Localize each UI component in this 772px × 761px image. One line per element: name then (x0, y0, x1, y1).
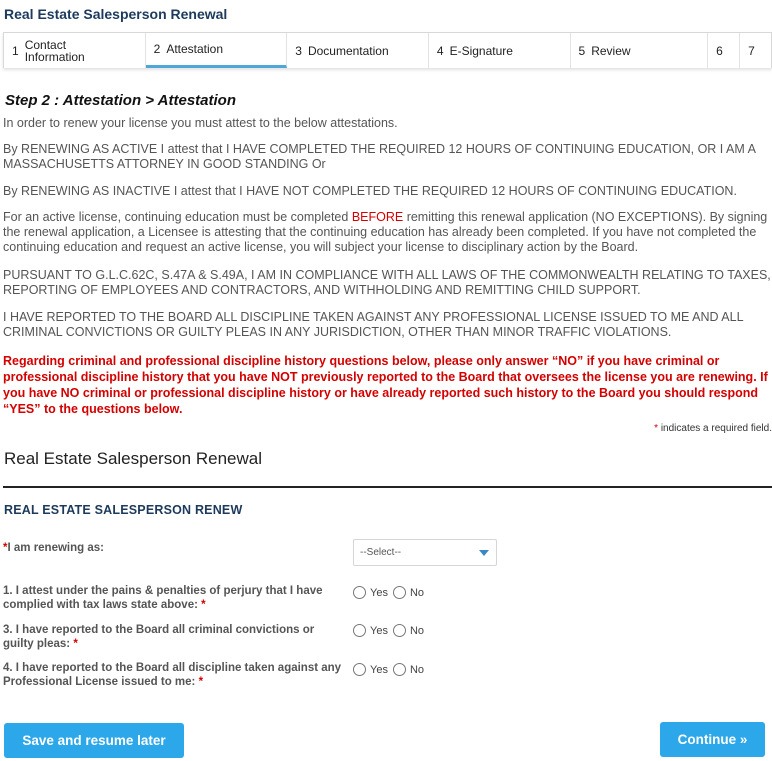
tax-compliance-text: PURSUANT TO G.L.C.62C, S.47A & S.49A, I AM IN COMPLIANCE WITH ALL LAWS OF THE COMMONWEALTH RELATING TO TAXES, REPORTING OF EMPLOYEES AND CONTRACTORS, AND WITHHOLDING AND REMITTING CHILD SUPPORT. (3, 268, 771, 297)
question-tax-radios (353, 586, 429, 599)
question-criminal-label (3, 623, 343, 651)
step-number: 2 (153, 42, 161, 56)
renewing-as-text: I am renewing as: (7, 542, 104, 554)
discipline-text: I HAVE REPORTED TO THE BOARD ALL DISCIPLINE TAKEN AGAINST ANY PROFESSIONAL LICENSE ISSUED TO ME AND ALL CRIMINAL CONVICTIONS OR GUILTY PLEAS IN ANY JURISDICTION, OTHER THAN MINOR TRAFFIC VIOLATIONS. (3, 310, 744, 339)
yes-radio[interactable] (353, 624, 366, 637)
step-label: Documentation (307, 43, 389, 58)
step-tabs (3, 32, 772, 68)
question-text: 4. I have reported to the Board all discipline taken against any Professional License issued to me: (3, 662, 342, 688)
step-number: 1 (12, 43, 19, 58)
question-text: 3. I have reported to the Board all criminal convictions or guilty pleas: (3, 624, 315, 650)
ce-text-before: For an active license, continuing education must be completed (3, 210, 352, 224)
ce-text-after: remitting this renewal application (NO EXCEPTIONS). By signing the renewal application, a Licensee is attesting that the continuing education has already been completed. If you have not completed the continuing education and request an active license, you will subject your license to disciplinary action by the Board. (3, 210, 768, 254)
history-warning: Regarding criminal and professional discipline history questions below, please only answer “NO” if you have criminal or professional discipline history that you have NOT previously reported to the Board that oversees the license you are renewing. If you have NO criminal or professional discipline history or have already reported such history to the Board you should respond “YES” to the questions below. (3, 354, 768, 416)
required-field-note (654, 423, 772, 434)
step-label: Review (591, 43, 631, 58)
form-subtitle: REAL ESTATE SALESPERSON RENEW (4, 503, 243, 517)
step-label: Attestation (166, 42, 224, 56)
required-note-text: indicates a required field. (660, 423, 772, 434)
tab-attestation[interactable] (146, 33, 288, 68)
tab-contact-information[interactable] (4, 33, 146, 68)
required-star: * (73, 638, 78, 650)
chevron-down-icon (479, 550, 489, 556)
step-number: 5 (578, 43, 586, 58)
ce-before-highlight: BEFORE (351, 210, 404, 224)
question-text: 1. I attest under the pains & penalties of perjury that I have complied with tax laws state above: (3, 585, 323, 611)
no-label: No (409, 663, 425, 676)
yes-label: Yes (370, 663, 388, 676)
tab-review[interactable] (571, 33, 709, 68)
tab-step-6[interactable] (708, 33, 740, 68)
section-title: Real Estate Salesperson Renewal (4, 449, 262, 468)
no-radio[interactable] (393, 624, 406, 637)
select-value: --Select-- (360, 547, 402, 558)
intro-text: In order to renew your license you must attest to the below attestations. (3, 116, 398, 130)
save-and-resume-button[interactable]: Save and resume later (4, 723, 184, 758)
no-radio[interactable] (393, 586, 406, 599)
question-tax-label (3, 584, 343, 612)
required-star: * (654, 423, 659, 434)
yes-radio[interactable] (353, 663, 366, 676)
required-star: * (198, 676, 204, 688)
question-discipline-label (3, 661, 343, 689)
app-title: Real Estate Salesperson Renewal (4, 6, 228, 22)
step-number: 6 (716, 43, 723, 58)
no-label: No (409, 624, 425, 637)
step-number: 3 (295, 43, 302, 58)
question-criminal-radios (353, 624, 429, 637)
section-divider (3, 486, 772, 488)
step-label: E-Signature (449, 43, 513, 58)
tab-e-signature[interactable] (429, 33, 571, 68)
yes-radio[interactable] (353, 586, 366, 599)
required-star: * (201, 599, 206, 611)
renewing-as-label (3, 541, 343, 555)
inactive-attestation-text: By RENEWING AS INACTIVE I attest that I HAVE NOT COMPLETED THE REQUIRED 12 HOURS OF CONTINUING EDUCATION. (3, 184, 737, 198)
tab-step-7[interactable] (740, 33, 771, 68)
active-attestation-text: By RENEWING AS ACTIVE I attest that I HAVE COMPLETED THE REQUIRED 12 HOURS OF CONTINUING EDUCATION, OR I AM A MASSACHUSETTS ATTORNEY IN GOOD STANDING Or (3, 142, 756, 171)
continuing-education-text (3, 210, 772, 255)
step-heading: Step 2 : Attestation > Attestation (5, 92, 236, 109)
yes-label: Yes (370, 624, 388, 637)
question-discipline-radios (353, 663, 429, 676)
no-radio[interactable] (393, 663, 406, 676)
required-star: * (3, 542, 8, 554)
step-number: 4 (436, 43, 444, 58)
renewing-as-select[interactable] (353, 539, 497, 566)
yes-label: Yes (370, 586, 388, 599)
tab-documentation[interactable] (287, 33, 429, 68)
no-label: No (409, 586, 425, 599)
step-number: 7 (748, 43, 755, 58)
continue-button[interactable]: Continue » (660, 722, 765, 757)
step-label: Contact Information (24, 37, 85, 64)
